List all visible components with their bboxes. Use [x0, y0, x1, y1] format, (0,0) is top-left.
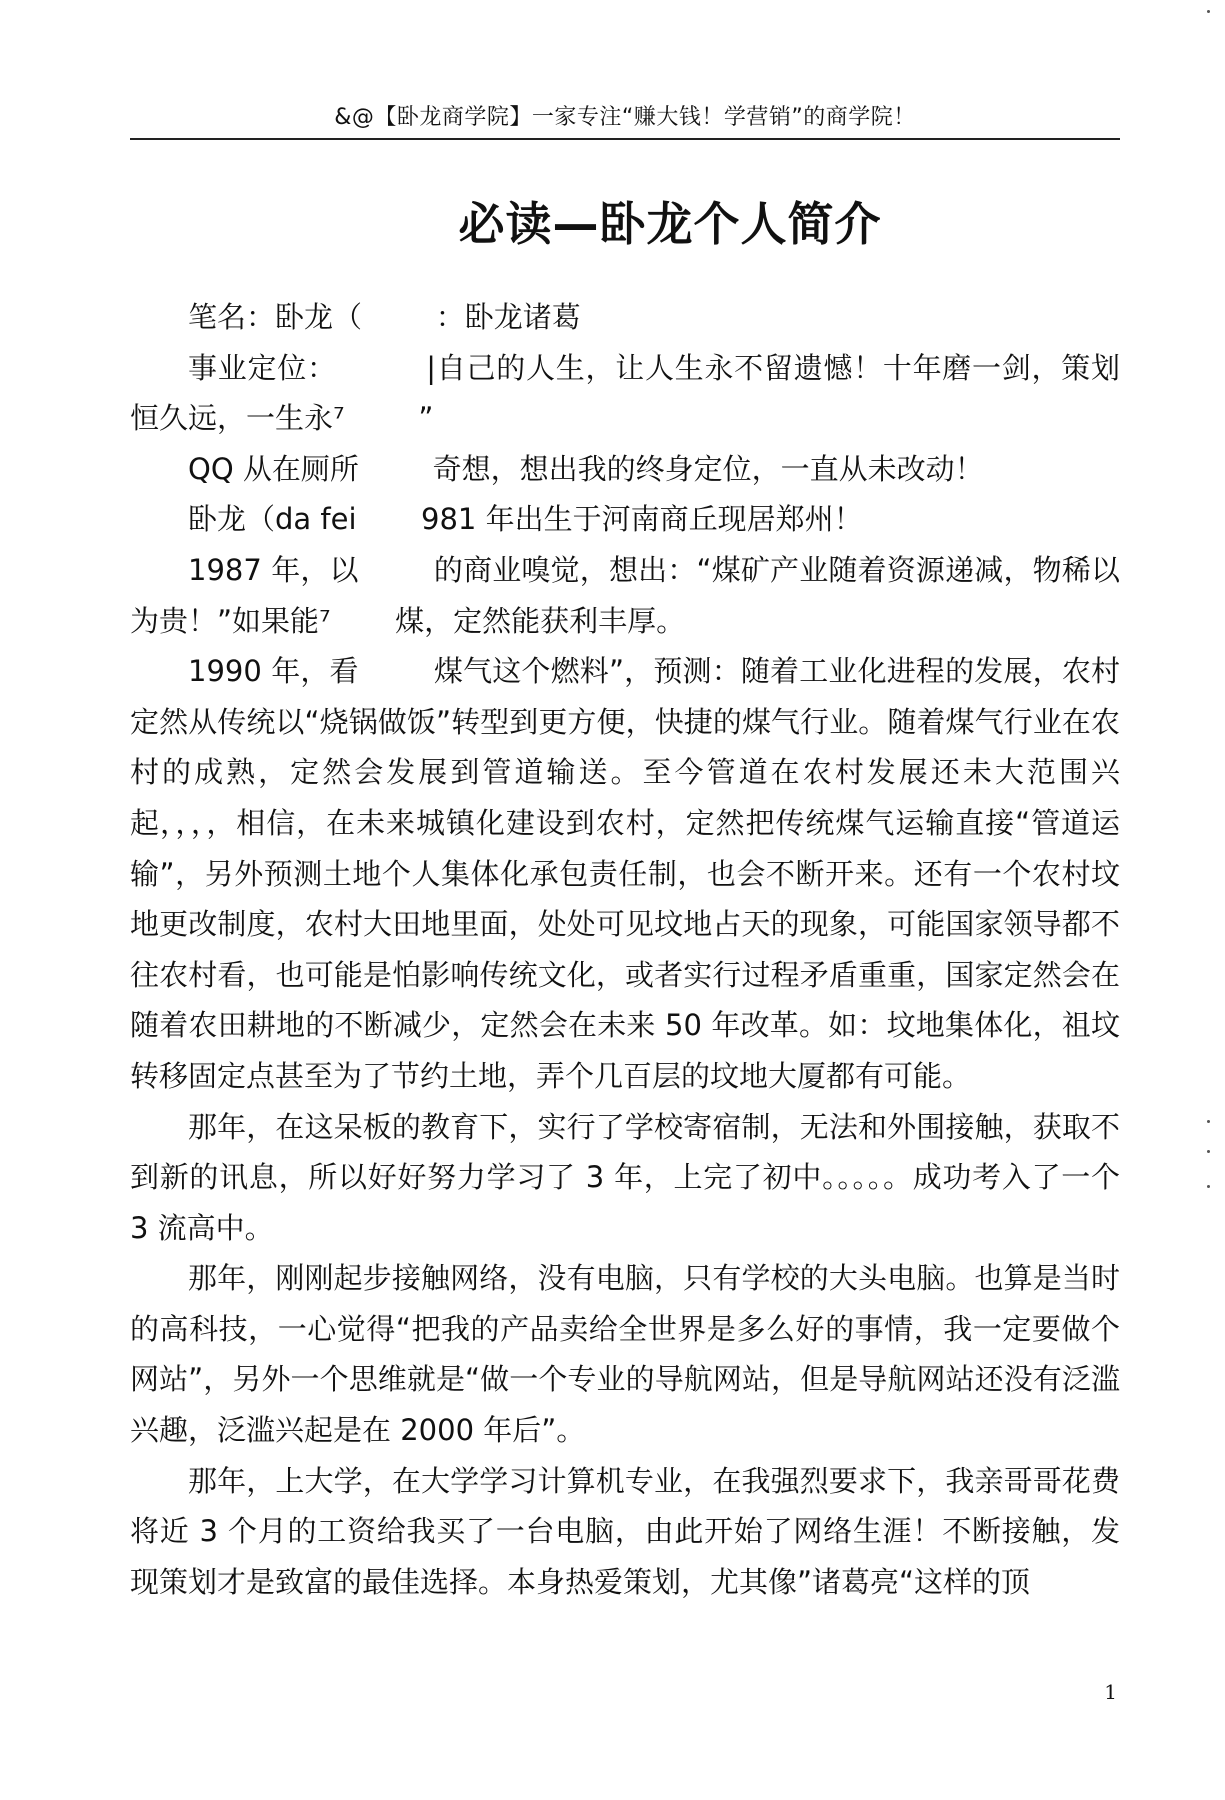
paragraph-network: 那年，刚刚起步接触网络，没有电脑，只有学校的大头电脑。也算是当时的高科技，一心觉得“把我的产品卖给全世界是多么好的事情，我一定要做个网站”，另外一个思维就是“做一个专业的导航网站，但是导航网站还没有泛滥兴趣，泛滥兴起是在 2000 年后”。	[130, 1261, 1120, 1448]
paragraph-qq: QQ 从在厕所 奇想，想出我的终身定位，一直从未改动！	[188, 451, 984, 486]
header-rule	[130, 138, 1120, 140]
body-text	[130, 292, 1130, 1607]
paragraph-1987: 1987 年，以 的商业嗅觉，想出：“煤矿产业随着资源递减，物稀以为贵！”如果能⁷ 煤，定然能获利丰厚。	[130, 552, 1120, 638]
document-title: 必读—卧龙个人简介	[458, 197, 882, 251]
scan-margin-marks	[1207, 0, 1213, 1800]
page-number: 1	[1104, 1680, 1117, 1704]
paragraph-career-positioning: 事业定位： |自己的人生，让人生永不留遗憾！十年磨一剑，策划恒久远，一生永⁷ ”	[130, 350, 1120, 436]
paragraph-pen-name: 笔名：卧龙（ ：卧龙诸葛	[188, 300, 581, 334]
paragraph-birth: 卧龙（da fei 981 年出生于河南商丘现居郑州！	[188, 502, 863, 537]
paragraph-1990: 1990 年，看 煤气这个燃料”，预测：随着工业化进程的发展，农村定然从传统以“烧锅做饭”转型到更方便，快捷的煤气行业。随着煤气行业在农村的成熟，定然会发展到管道输送。至今管道在农村发展还未大范围兴起，，，，相信，在未来城镇化建设到农村，定然把传统煤气运输直接“管道运输”，另外预测土地个人集体化承包责任制，也会不断开来。还有一个农村坟地更改制度，农村大田地里面，处处可见坟地占天的现象，可能国家领导都不往农村看，也可能是怕影响传统文化，或者实行过程矛盾重重，国家定然会在随着农田耕地的不断减少，定然会在未来 50 年改革。如：坟地集体化，祖坟转移固定点甚至为了节约土地，弄个几百层的坟地大厦都有可能。	[130, 654, 1120, 1093]
paragraph-boarding-school: 那年，在这呆板的教育下，实行了学校寄宿制，无法和外围接触，获取不到新的讯息，所以好好努力学习了 3 年，上完了初中。。。。。成功考入了一个 3 流高中。	[130, 1109, 1130, 1245]
page-header: &@【卧龙商学院】一家专注“赚大钱！学营销”的商学院！	[334, 105, 916, 130]
paragraph-university: 那年，上大学，在大学学习计算机专业，在我强烈要求下，我亲哥哥花费将近 3 个月的工资给我买了一台电脑，由此开始了网络生涯！不断接触，发现策划才是致富的最佳选择。本身热爱策划，尤其像”诸葛亮“这样的顶	[130, 1463, 1120, 1599]
